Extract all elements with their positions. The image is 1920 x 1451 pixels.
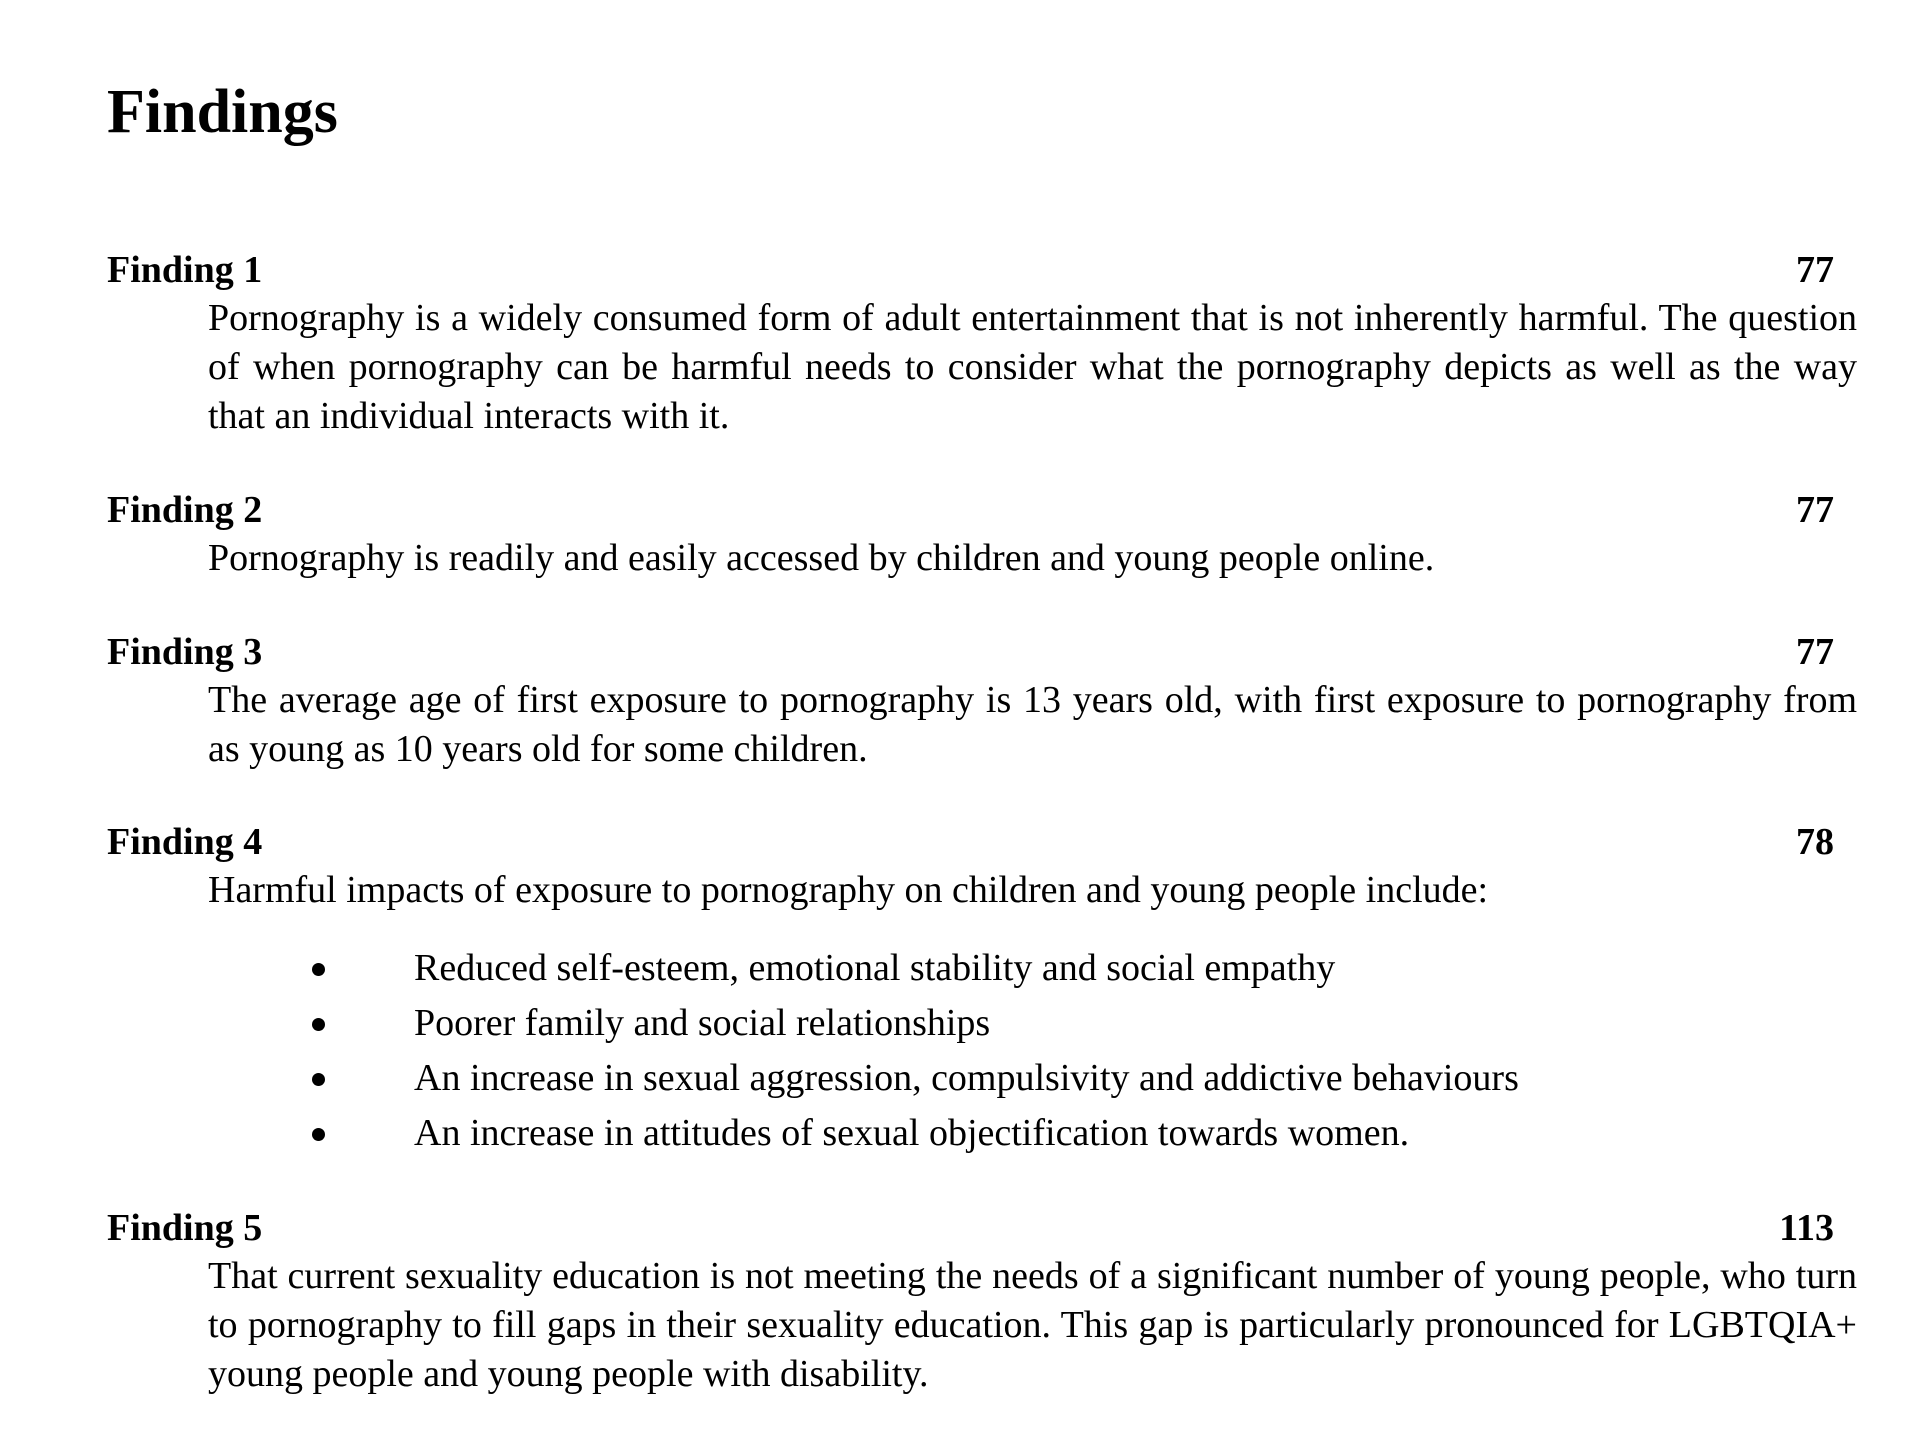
page-title: Findings [107, 78, 338, 146]
bullet-dot-icon [312, 1018, 325, 1031]
finding-2 [107, 486, 1857, 583]
bullet-item [107, 1106, 1857, 1161]
finding-header [107, 246, 1834, 294]
finding-header [107, 486, 1834, 534]
finding-text: The average age of first exposure to pornography is 13 years old, with first exposure to pornography from as young as 10 years old for some children. [208, 679, 1857, 770]
finding-page-number: 78 [1796, 821, 1834, 863]
finding-text: Pornography is a widely consumed form of adult entertainment that is not inherently harmful. The question of when pornography can be harmful needs to consider what the pornography depicts as well as the way that an individual interacts with it. [208, 297, 1857, 437]
bullet-item [107, 996, 1857, 1051]
finding-text: Harmful impacts of exposure to pornography on children and young people include: [208, 869, 1489, 911]
finding-label: Finding 5 [107, 1207, 263, 1249]
bullet-dot-icon [312, 963, 325, 976]
finding-header [107, 628, 1834, 676]
bullet-text: An increase in sexual aggression, compulsivity and addictive behaviours [414, 1057, 1519, 1099]
bullet-dot-icon [312, 1128, 325, 1141]
bullet-text: Poorer family and social relationships [414, 1002, 991, 1044]
finding-page-number: 77 [1796, 489, 1834, 531]
finding-5 [107, 1204, 1857, 1399]
finding-text: That current sexuality education is not meeting the needs of a significant number of young people, who turn to pornography to fill gaps in their sexuality education. This gap is particularly pronounced for LGBTQIA+ young people and young people with disability. [208, 1255, 1857, 1395]
bullet-dot-icon [312, 1073, 325, 1086]
finding-label: Finding 4 [107, 821, 263, 863]
finding-label: Finding 2 [107, 489, 263, 531]
finding-label: Finding 1 [107, 249, 263, 291]
finding-page-number: 77 [1796, 249, 1834, 291]
bullet-text: Reduced self-esteem, emotional stability and social empathy [414, 947, 1336, 989]
finding-page-number: 113 [1779, 1207, 1834, 1249]
finding-1 [107, 246, 1857, 441]
bullet-item [107, 1051, 1857, 1106]
finding-header [107, 1204, 1834, 1252]
finding-header [107, 818, 1834, 866]
finding-page-number: 77 [1796, 631, 1834, 673]
bullet-item [107, 941, 1857, 996]
finding-3 [107, 628, 1857, 774]
bullet-text: An increase in attitudes of sexual objectification towards women. [414, 1112, 1410, 1154]
finding-label: Finding 3 [107, 631, 263, 673]
finding-text: Pornography is readily and easily accessed by children and young people online. [208, 537, 1435, 579]
finding-4 [107, 818, 1857, 1161]
impact-bullet-list [107, 941, 1857, 1161]
